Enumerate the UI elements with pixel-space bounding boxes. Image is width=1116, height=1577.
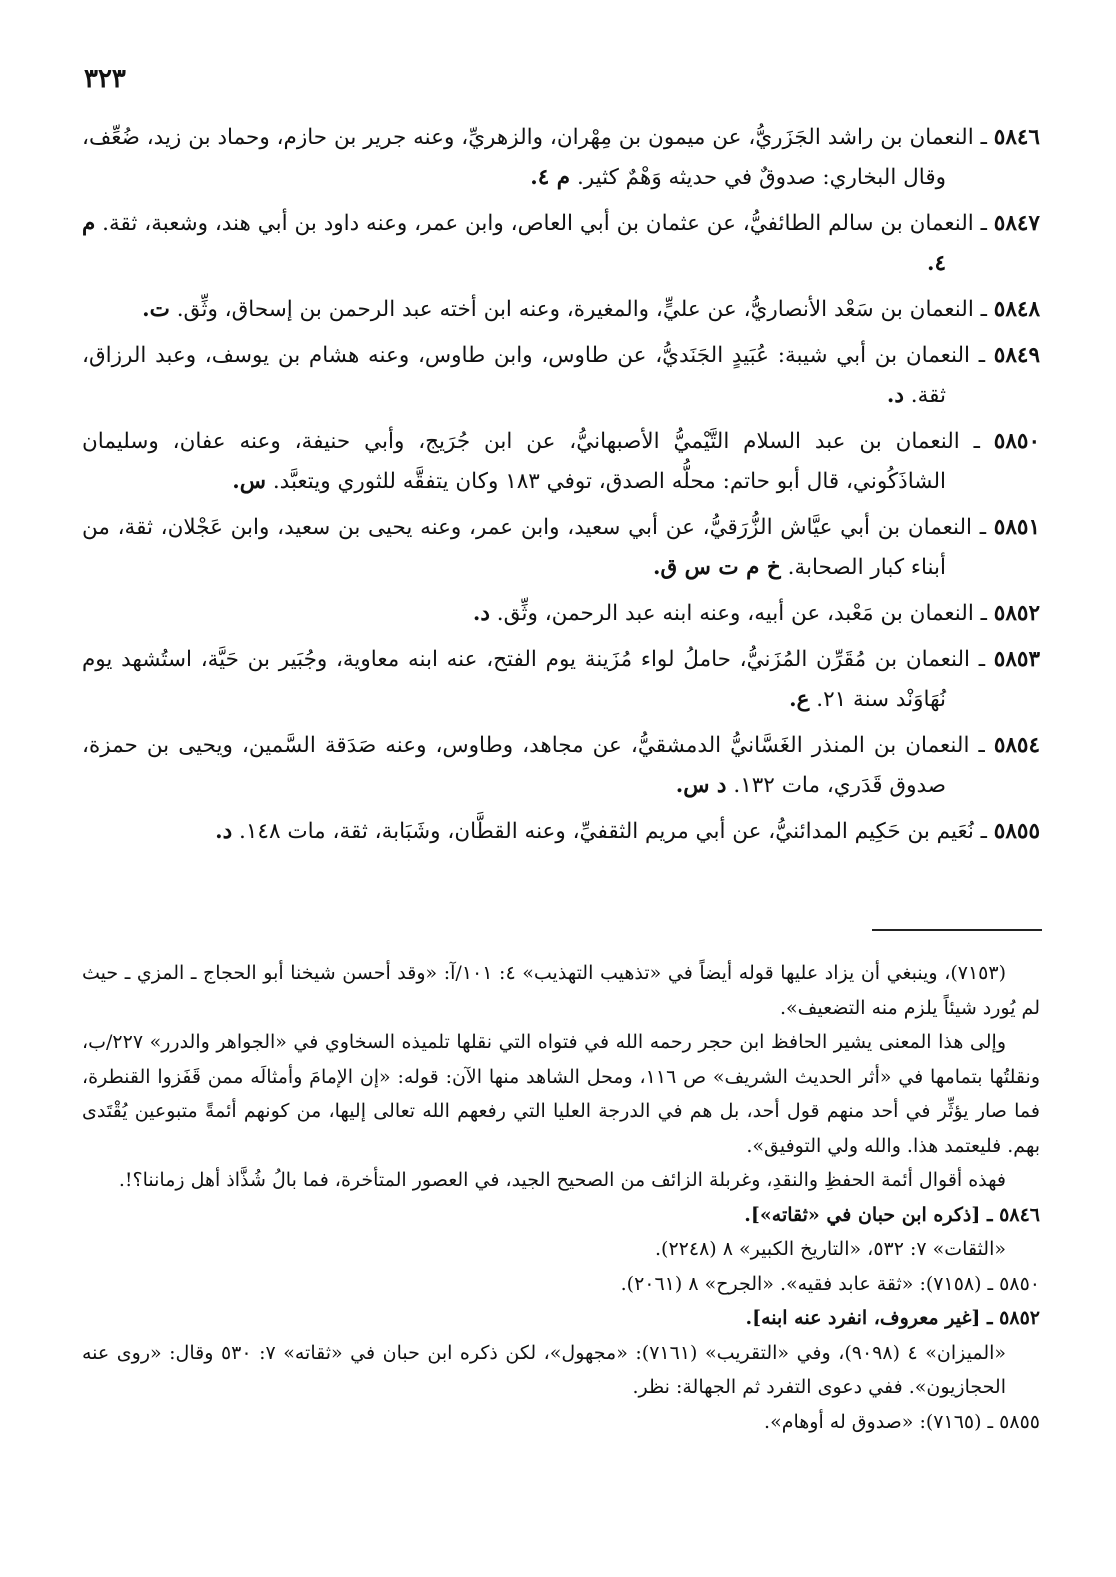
entry-text: ـ النعمان بن أبي عيَّاش الزُّرَقيُّ، عن أبي سعيد، وابن عمر، وعنه يحيى بن سعيد، وابن عَجْلان، ثقة، من أبناء كبار الصحابة. <box>82 515 987 580</box>
footnote-reference: «الميزان» ٤ (٩٠٩٨)، وفي «التقريب» (٧١٦١): «مجهول»، لكن ذكره ابن حبان في «ثقاته» ٧: ٥٣٠ وقال: «روى عنه الحجازيون». ففي دعوى التفرد ثم الجهالة: نظر. <box>82 1341 1007 1398</box>
entry-number: ٥٨٤٨ <box>993 297 1040 322</box>
entry-text: ـ النعمان بن راشد الجَزَريُّ، عن ميمون بن مِهْران، والزهريِّ، وعنه جرير بن حازم، وحماد بن زيد، ضُعِّف، وقال البخاري: صدوقٌ في حديثه وَهْمٌ كثير. <box>82 125 987 190</box>
entry-symbols: د س. <box>675 773 727 798</box>
entry <box>82 726 1040 806</box>
footnote-heading: ٥٨٤٦ ـ [ذكره ابن حبان في «ثقاته»]. <box>744 1203 1040 1226</box>
entry-number: ٥٨٤٦ <box>993 125 1040 150</box>
entry-number: ٥٨٥٣ <box>993 647 1040 672</box>
footnote-paragraph: وإلى هذا المعنى يشير الحافظ ابن حجر رحمه الله في فتواه التي نقلها تلميذه السخاوي في «الجواهر والدرر» ٢٢٧/ب، ونقلتُها بتمامها في «أثر الحديث الشريف» ص ١١٦، ومحل الشاهد منها الآن: قوله: «إن الإمامَ وأمثالَه ممن قَفَزوا القنطرة، فما صار يؤثِّر في أحد منهم قول أحد، بل هم في الدرجة العليا التي رفعهم الله تعالى إليها، من كونهم أئمةً متبوعين يُقْتَدى بهم. فليعتمد هذا. والله ولي التوفيق». <box>82 1031 1040 1157</box>
entry-text: ـ النعمان بن أبي شيبة: عُبَيدٍ الجَنَديُّ، عن طاوس، وابن طاوس، وعنه هشام بن يوسف، وعبد الرزاق، ثقة. <box>82 343 986 408</box>
entry-symbols: ت. <box>142 297 170 322</box>
entry-number: ٥٨٥٥ <box>993 819 1040 844</box>
entry-text: ـ النعمان بن عبد السلام التَّيْميُّ الأصبهانيُّ، عن ابن جُرَيج، وأبي حنيفة، وعنه عفان، وسليمان الشاذَكُوني، قال أبو حاتم: محلُّه الصدق، توفي ١٨٣ وكان يتفقَّه للثوري ويتعبَّد. <box>82 429 980 494</box>
entry <box>82 508 1040 588</box>
footnote-paragraph: فهذه أقوال أئمة الحفظِ والنقدِ، وغربلة الزائف من الصحيح الجيد، في العصور المتأخرة، فما بالُ شُذَّاذ أهل زماننا؟!. <box>118 1169 1006 1191</box>
entry <box>82 594 1040 634</box>
footnote-paragraph: (٧١٥٣)، وينبغي أن يزاد عليها قوله أيضاً في «تذهيب التهذيب» ٤: ١٠١/آ: «وقد أحسن شيخنا أبو الحجاج ـ المزي ـ حيث لم يُورد شيئاً يلزم منه التضعيف». <box>82 962 1040 1019</box>
entry-symbols: د. <box>215 819 233 844</box>
entry <box>82 290 1040 330</box>
entry-number: ٥٨٥١ <box>993 515 1040 540</box>
entry-symbols: م ٤. <box>82 211 946 276</box>
entry-number: ٥٨٥٤ <box>993 733 1041 758</box>
entry-text: ـ النعمان بن مُقَرِّن المُزَنيُّ، حاملُ لواء مُزَينة يوم الفتح، عنه ابنه معاوية، وجُبَير بن حَيَّة، استُشهد يوم نُهَاوَنْد سنة ٢١. <box>82 647 986 712</box>
footnote-line: ٥٨٥٥ ـ (٧١٦٥): «صدوق له أوهام». <box>764 1410 1040 1433</box>
footnote-reference: «الثقات» ٧: ٥٣٢، «التاريخ الكبير» ٨ (٢٢٤٨). <box>655 1238 1006 1260</box>
entry-text: ـ النعمان بن سالم الطائفيُّ، عن عثمان بن أبي العاص، وابن عمر، وعنه داود بن أبي هند، وشعبة، ثقة. <box>102 211 987 236</box>
entry <box>82 422 1040 502</box>
footnote-divider <box>872 929 1042 931</box>
footnote-heading: ٥٨٥٢ ـ [غير معروف، انفرد عنه ابنه]. <box>745 1307 1040 1329</box>
entry-symbols: ع. <box>789 687 810 712</box>
entry <box>82 204 1040 284</box>
entry <box>82 336 1040 416</box>
entry <box>82 640 1040 720</box>
entry <box>82 118 1040 198</box>
entry-symbols: س. <box>232 469 266 494</box>
entry-text: ـ نُعَيم بن حَكِيم المدائنيُّ، عن أبي مريم الثقفيِّ، وعنه القطَّان، وشَبَابة، ثقة، مات ١٤٨. <box>239 819 987 844</box>
entry-text: ـ النعمان بن سَعْد الأنصاريُّ، عن عليٍّ، والمغيرة، وعنه ابن أخته عبد الرحمن بن إسحاق، وثِّق. <box>176 297 987 322</box>
entry-symbols: م ٤. <box>530 165 571 190</box>
entry-number: ٥٨٥٠ <box>993 429 1040 454</box>
narrator-entries <box>82 118 1040 858</box>
footnote-line: ٥٨٥٠ ـ (٧١٥٨): «ثقة عابد فقيه». «الجرح» ٨ (٢٠٦١). <box>620 1272 1040 1295</box>
page-number: ٣٢٣ <box>84 64 126 94</box>
entry-symbols: د. <box>886 383 904 408</box>
entry-symbols: د. <box>472 601 490 626</box>
footnotes <box>82 956 1040 1439</box>
entry-number: ٥٨٤٩ <box>993 343 1040 368</box>
entry-text: ـ النعمان بن مَعْبد، عن أبيه، وعنه ابنه عبد الرحمن، وثِّق. <box>496 601 987 626</box>
entry-number: ٥٨٥٢ <box>993 601 1040 626</box>
entry-symbols: خ م ت س ق. <box>652 555 781 580</box>
entry-text: ـ النعمان بن المنذر الغَسَّانيُّ الدمشقيُّ، عن مجاهد، وطاوس، وعنه صَدَقة السَّمين، ويحيى بن حمزة، صدوق قَدَري، مات ١٣٢. <box>82 733 985 798</box>
entry <box>82 812 1040 852</box>
entry-number: ٥٨٤٧ <box>993 211 1040 236</box>
